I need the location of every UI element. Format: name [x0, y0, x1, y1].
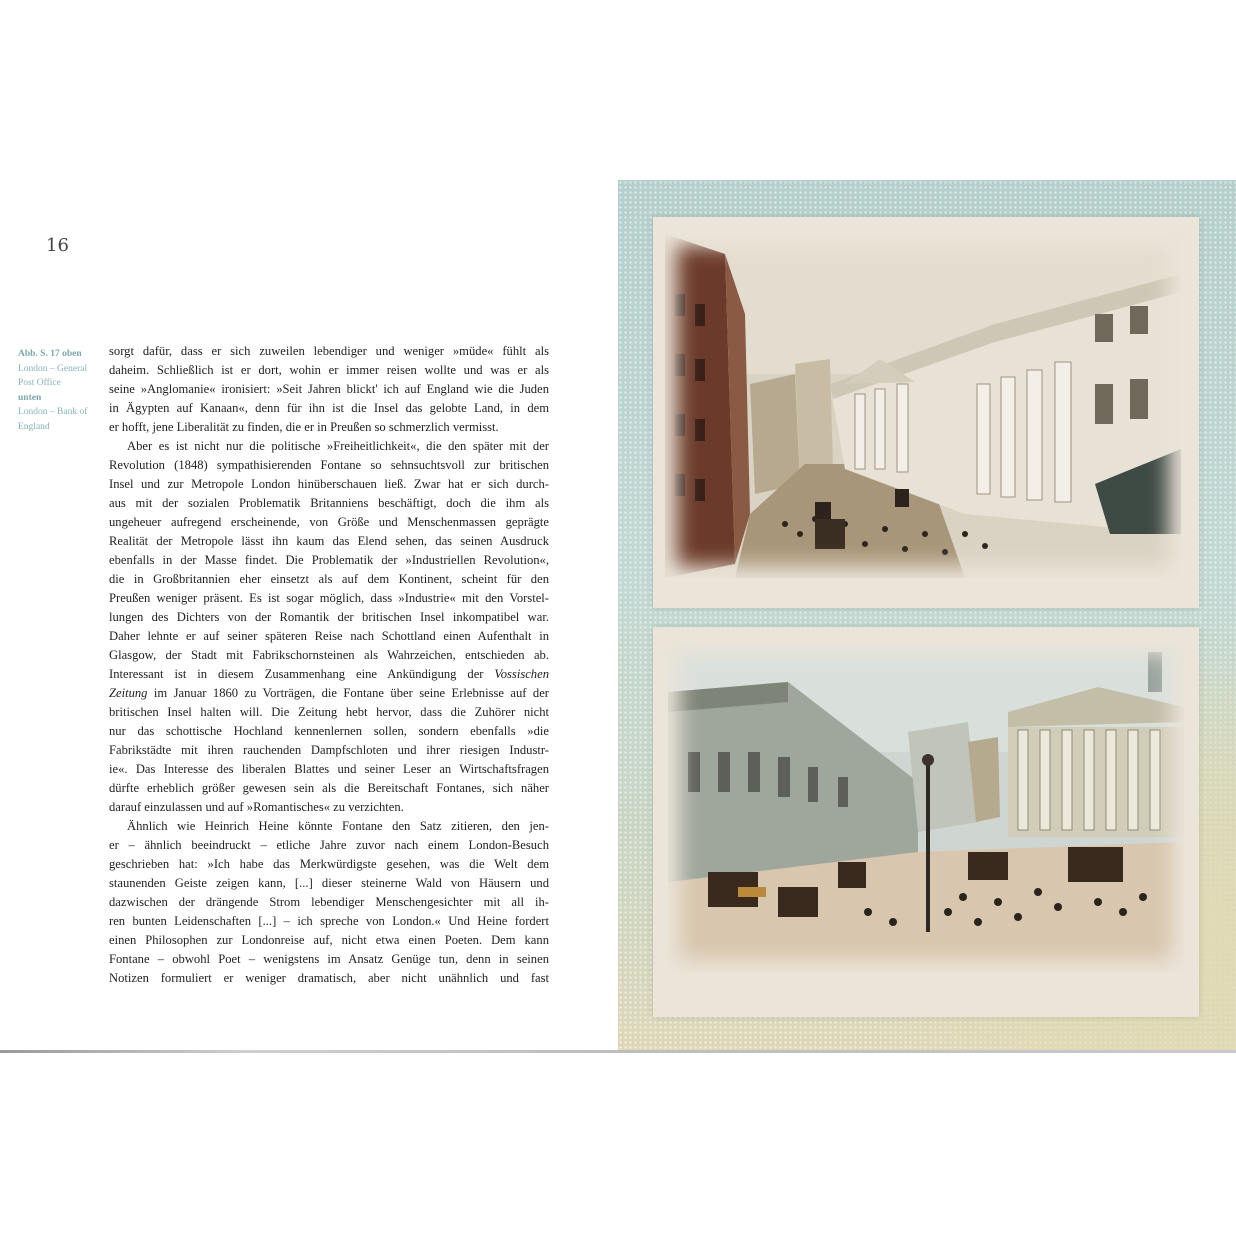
caption-line: London – Bank of [18, 407, 88, 417]
text-line: darauf einzulassen und auf »Romantisches« zu verzichten. [109, 800, 404, 814]
text-line: britischen Insel halten will. Die Zeitung hebt hervor, dass die Zuhörer nicht [109, 705, 549, 719]
street-scene-illustration [668, 642, 1184, 972]
text-line: ungeheuer aufregend erscheinende, von Größe und Menschenmassen geprägte [109, 515, 549, 529]
italic-term: Zeitung [109, 686, 148, 700]
text-line: staunenden Geiste zeigen kann, [...] dieser steinerne Wald von Häusern und [109, 876, 549, 890]
text-segment: Interessant ist in diesem Zusammenhang eine Ankündigung der [109, 667, 484, 681]
text-line: geschrieben hat: »Ich habe das Merkwürdigste gesehen, was die Welt dem [109, 857, 549, 871]
text-line: seine »Anglomanie« ironisiert: »Seit Jahren blickt' ich auf England wie die Juden [109, 382, 549, 396]
text-line [109, 665, 549, 684]
text-line: Glasgow, der Stadt mit Fabrikschornsteinen als Wahrzeichen, entschieden ab. [109, 648, 549, 662]
text-line: Aber es ist nicht nur die politische »Freiheitlichkeit«, die den später mit der [127, 439, 549, 453]
text-line: daheim. Schließlich ist er dort, wohin er immer reisen wollte und was er als [109, 363, 549, 377]
text-line: einen Philosophen zur Londonreise auf, nicht etwa einen Poeten. Dem kann [109, 933, 549, 947]
text-line: Daher lehnte er auf seiner späteren Reise nach Schottland einen Aufenthalt in [109, 629, 549, 643]
text-line: Insel und zur Metropole London hinüberschauen ließ. Zwar hat er sich durch- [109, 477, 549, 491]
text-line: dürfte erheblich größer gewesen sein als die Bereitschaft Fontanes, sich näher [109, 781, 549, 795]
text-line: sorgt dafür, dass er sich zuweilen lebendiger und weniger »müde« fühlt als [109, 344, 549, 358]
text-line: Fontane – obwohl Poet – wenigstens im Ansatz Genüge tun, denn in seinen [109, 952, 549, 966]
page-number: 16 [46, 235, 69, 256]
page-edge-line [0, 1050, 1236, 1053]
text-line: Revolution (1848) sympathisierenden Fontane so sehnsuchtsvoll zur britischen [109, 458, 549, 472]
text-line: lungen des Dichters von der Romantik der britischen Insel inkompatibel war. [109, 610, 549, 624]
book-spread [0, 180, 1236, 1053]
photo-card-general-post-office [653, 217, 1199, 608]
italic-term: Vossischen [494, 667, 549, 681]
text-line: ebenfalls in der Masse findet. Die Problematik der »Industriellen Revolution«, [109, 553, 549, 567]
text-line: ie«. Das Interesse des liberalen Blattes und seiner Leser an Wirtschaftsfragen [109, 762, 549, 776]
text-line: Preußen weniger präsent. Es ist sogar möglich, dass »Industrie« mit den Vorstel- [109, 591, 549, 605]
text-line: ren bunten Leidenschaften [...] – ich spreche von London.« Und Heine fordert [109, 914, 549, 928]
text-line [109, 684, 549, 703]
photo-card-bank-of-england [653, 627, 1199, 1017]
text-line: er – ähnlich beeindruckt – etliche Jahre zuvor nach einem London-Besuch [109, 838, 549, 852]
caption-line: England [18, 421, 50, 432]
caption-line: unten [18, 392, 42, 403]
left-page [0, 180, 618, 1053]
text-line: Fabrikstädte mit ihren rauchenden Dampfschloten und ihrer riesigen Industr- [109, 743, 549, 757]
right-page [618, 180, 1236, 1053]
text-line: er hofft, jene Liberalität zu finden, die er in Preußen so schmerzlich vermisst. [109, 420, 499, 434]
text-line: nur das schottische Hochland kennenlernen sollen, sondern ebenfalls »die [109, 724, 549, 738]
text-segment: im Januar 1860 zu Vorträgen, die Fontane über seine Erlebnisse auf der [147, 686, 549, 700]
text-line: Ähnlich wie Heinrich Heine könnte Fontane den Satz zitieren, den jen- [127, 819, 549, 833]
figure-caption [18, 347, 102, 434]
text-line: Notizen formuliert er weniger dramatisch, aber nicht unähnlich und fast [109, 971, 549, 985]
text-line: die in Großbritannien eher einsetzt als auf dem Kontinent, scheint für den [109, 572, 549, 586]
body-text [109, 342, 549, 988]
text-line: dazwischen der drängende Strom lebendiger Menschengesichter mit all ih- [109, 895, 549, 909]
street-scene-illustration [665, 234, 1181, 578]
text-line: Realität der Metropole lässt ihn kaum das Elend sehen, das seinen Ausdruck [109, 534, 549, 548]
caption-line: London – General [18, 363, 88, 374]
photo-bank-of-england [668, 642, 1184, 972]
text-line: aus mit der sozialen Problematik Britanniens beschäftigt, doch die ihm als [109, 496, 549, 510]
photo-general-post-office [665, 234, 1181, 578]
caption-line: Abb. S. 17 oben [18, 349, 82, 359]
caption-line: Post Office [18, 378, 61, 388]
text-line: in Ägypten auf Kanaan«, denn für ihn ist die Insel das gelobte Land, in dem [109, 401, 549, 415]
